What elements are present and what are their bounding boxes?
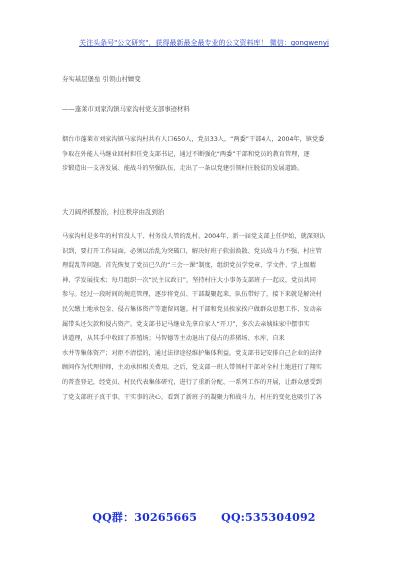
body-line: 了党支部班子真干事、干实事的决心，看到了新班子的凝聚力和战斗力，村庄的变化也吸引了各 [62, 393, 322, 401]
header-promo-link[interactable]: 关注头条号"公文研究"，获得最新最全最专业的公文资料库！ 微信：gongwenyj [79, 39, 329, 47]
section-heading: 大刀阔斧抓整治，村庄秩序由乱到治 [62, 208, 165, 216]
doc-title: 夯实基层堡垒 引领山村嬗变 [62, 75, 141, 83]
doc-subtitle: ——蓬莱市刘家沟镇马家沟村党支部事迹材料 [62, 105, 190, 113]
body-line: 顾问作为代理律师，主动承担相关费用。之后，党支部一班人带领村干部对全村土地进行了翔实 [62, 364, 322, 372]
body-line: 的普查登记，经党员、村民代表集体研究，进行了重新分配、一系列工作的开展，让群众感受到 [62, 378, 322, 386]
body-line: 讲道理，从其手中收回了养殖场；马智德等主动退出了侵占的养猪场、水库、自来 [62, 335, 285, 343]
body-line: 水井等集体资产；对拒不清偿的，通过法律途径维护集体利益。党支部书记安排自己企业的法律 [62, 349, 322, 357]
body-line: 神、学发展技术；每月组织一次“民主议政日”，坚持村庄大小事务支部班子一起议，党员共同 [62, 276, 316, 284]
qq-group-text: QQ群：30265665 [92, 511, 198, 524]
intro-line: 争取在外能人马继业回村担任党支部书记，通过不断强化“两委”干部和党员的教育管理，逐 [62, 150, 310, 158]
body-line: 民欠缴土地承包金、侵占集体资产等遗留问题。村干部和党员挨家挨户做群众思想工作，发动亲 [62, 305, 322, 313]
body-line: 识到，要打开工作局面，必须以治乱为突破口，解决好班子软弱涣散、党员战斗力不强、村庄管 [62, 247, 322, 255]
qq-text: QQ:535304092 [221, 511, 316, 524]
body-line: 属带头还欠款和侵占资产。党支部书记马继业先拿自家人“开刀”，多次去亲姨妹家中摆事实 [62, 320, 310, 328]
section-paragraph [62, 230, 362, 405]
body-line: 理混乱等问题。首先恢复了党员已久的“三会一课”制度，组织党员学党章、学文件、学上级精 [62, 262, 316, 270]
body-line: 参与。经过一段时间的规范管理，逐步将党员、干部凝聚起来，队伍带好了，接下来就是解决村 [62, 291, 322, 299]
intro-paragraph [62, 133, 362, 177]
intro-line: 步锻造出一支善发展、能战斗的坚强队伍，走出了一条以党建引领村庄脱贫的发展道路。 [62, 165, 304, 173]
footer-contact [0, 509, 408, 525]
body-line: 马家沟村是多年的村官没人干、村务没人管的乱村。2004年，新一届党支部上任伊始，就深刻认 [62, 233, 326, 240]
intro-line: 烟台市蓬莱市刘家沟镇马家沟村共有人口650人，党员33人，“两委”干部4人，2004年，镇党委 [62, 136, 325, 143]
